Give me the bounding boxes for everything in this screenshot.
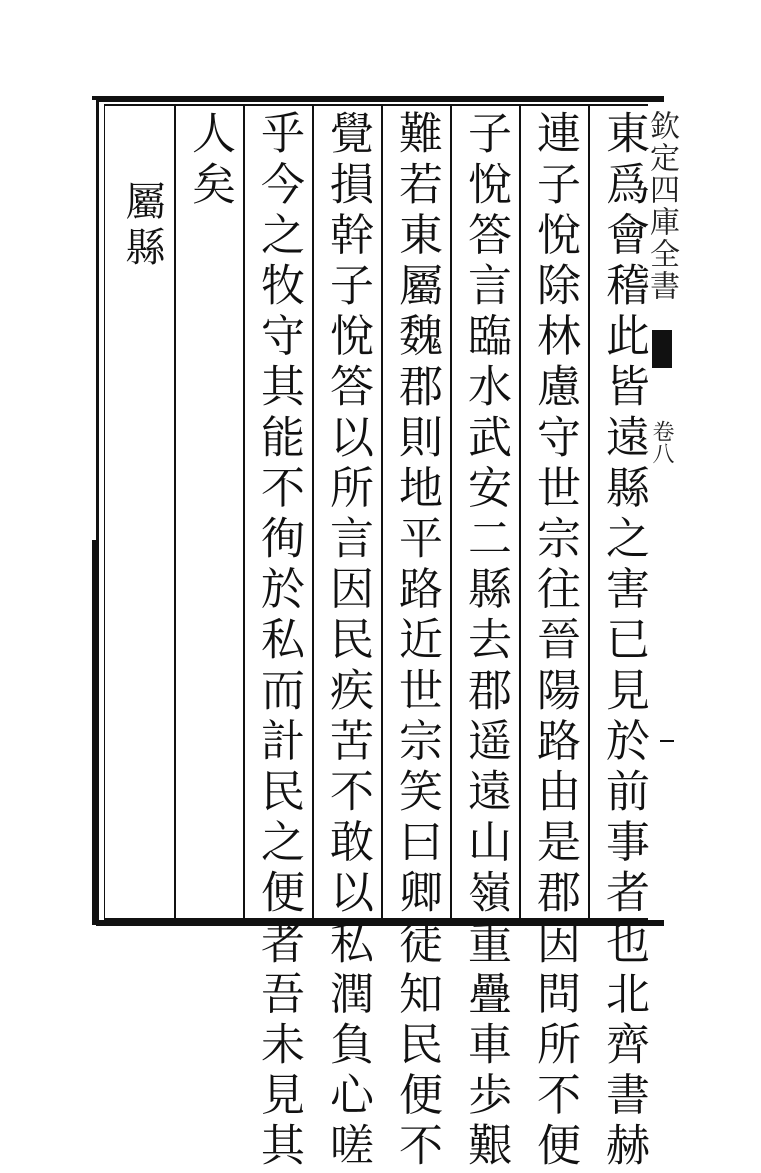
column-rule: [312, 106, 314, 918]
left-border-shadow: [92, 540, 99, 925]
column-rule: [243, 106, 245, 918]
text-column-4: 難若東屬魏郡則地平路近世宗笑曰卿徒知民便不: [391, 110, 442, 1173]
corner-mark: [92, 96, 98, 100]
column-rule: [519, 106, 521, 918]
text-column-2: 連子悅除林慮守世宗往晉陽路由是郡因問所不便: [529, 110, 580, 1173]
column-rule: [588, 106, 590, 918]
text-column-1: 東爲會稽此皆遠縣之害已見於前事者也北齊書赫: [598, 110, 649, 1173]
text-column-5: 覺損幹子悅答以所言因民疾苦不敢以私潤負心嗟: [322, 110, 373, 1173]
text-column-3: 子悅答言臨水武安二縣去郡遥遠山嶺重疊車歩艱: [460, 110, 511, 1173]
text-column-7: 人矣: [184, 110, 235, 212]
volume-label: 卷八: [649, 420, 674, 464]
section-label: 屬縣: [119, 180, 165, 272]
fishtail-mark: [652, 330, 672, 368]
text-column-6: 乎今之牧守其能不徇於私而計民之便者吾未見其: [253, 110, 304, 1173]
book-title: 欽定四庫全書: [644, 110, 679, 302]
column-rule: [381, 106, 383, 918]
column-rule: [174, 106, 176, 918]
column-rule: [450, 106, 452, 918]
margin-tick: [660, 740, 674, 742]
